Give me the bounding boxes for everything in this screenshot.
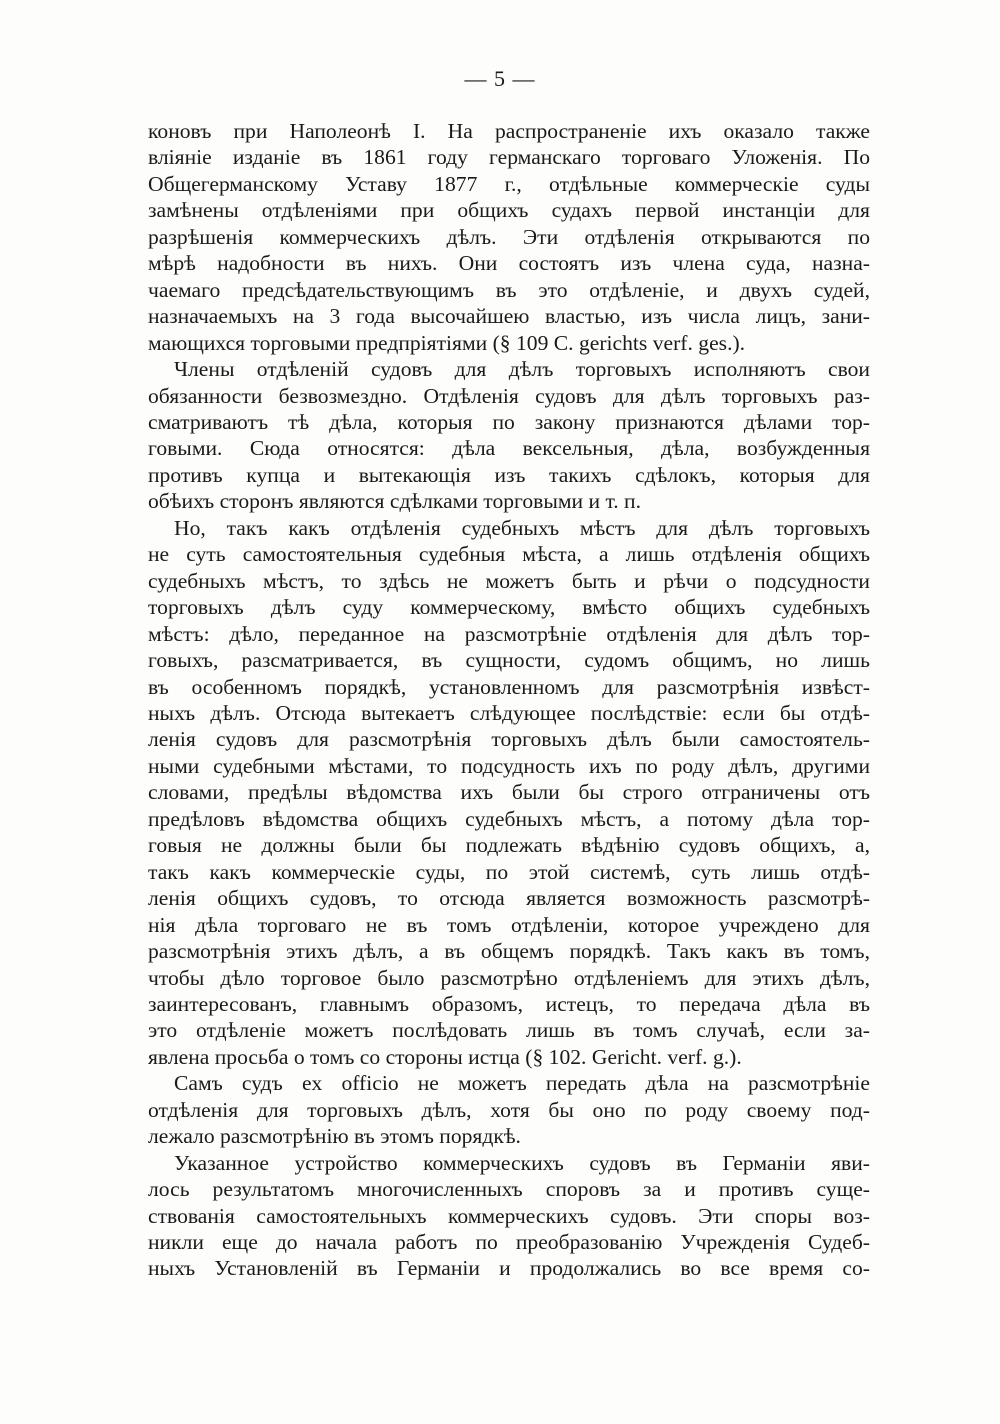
paragraph [148, 515, 870, 1071]
text-line: обѣихъ сторонъ являются сдѣлками торговыми и т. п. [148, 489, 642, 514]
text-line: ными судебными мѣстами, то подсудность ихъ по роду дѣлъ, другими [148, 753, 870, 778]
text-line: противъ купца и вытекающія изъ такихъ сдѣлокъ, которыя для [148, 462, 870, 487]
paragraph [148, 1070, 870, 1149]
text-line: разсмотрѣнія этихъ дѣлъ, а въ общемъ порядкѣ. Такъ какъ въ томъ, [148, 939, 870, 964]
text-line: мающихся торговыми предпріятіями (§ 109 С. gerichts verf. ges.). [148, 330, 746, 355]
text-line: ныхъ дѣлъ. Отсюда вытекаетъ слѣдующее послѣдствіе: если бы отдѣ- [148, 700, 870, 725]
text-line: замѣнены отдѣленіями при общихъ судахъ первой инстанціи для [148, 198, 870, 223]
text-line: отдѣленія для торговыхъ дѣлъ, хотя бы оно по роду своему под- [148, 1097, 870, 1122]
text-line: ленія судовъ для разсмотрѣнія торговыхъ дѣлъ были самостоятель- [148, 727, 870, 752]
text-line: лось результатомъ многочисленныхъ споровъ за и противъ суще- [148, 1177, 870, 1202]
text-line: Члены отдѣленій судовъ для дѣлъ торговыхъ исполняютъ свои [174, 357, 870, 382]
text-line: въ особенномъ порядкѣ, установленномъ для разсмотрѣнія извѣст- [148, 674, 870, 699]
text-line: Самъ судъ ex officio не можетъ передать дѣла на разсмотрѣніе [174, 1071, 870, 1096]
text-line: обязанности безвозмездно. Отдѣленія судовъ для дѣлъ торговыхъ раз- [148, 383, 870, 408]
text-line: разрѣшенія коммерческихъ дѣлъ. Эти отдѣленія открываются по [148, 224, 870, 249]
text-line: ленія общихъ судовъ, то отсюда является возможность разсмотрѣ- [148, 886, 870, 911]
text-line: это отдѣленіе можетъ послѣдовать лишь въ томъ случаѣ, если за- [148, 1018, 870, 1043]
text-line: предѣловъ вѣдомства общихъ судебныхъ мѣстъ, а потому дѣла тор- [148, 806, 870, 831]
text-line: мѣстъ: дѣло, переданное на разсмотрѣніе отдѣленія для дѣлъ тор- [148, 621, 870, 646]
paragraph [148, 1150, 870, 1282]
text-line: Указанное устройство коммерческихъ судовъ въ Германіи яви- [174, 1150, 870, 1175]
text-line: назначаемыхъ на 3 года высочайшею властью, изъ числа лицъ, зани- [148, 304, 870, 329]
text-line: коновъ при Наполеонѣ I. На распространеніе ихъ оказало также [148, 119, 870, 143]
text-line: не суть самостоятельныя судебныя мѣста, а лишь отдѣленія общихъ [148, 542, 870, 567]
text-line: ныхъ Установленій въ Германіи и продолжались во все время со- [148, 1256, 870, 1281]
text-line: судебныхъ мѣстъ, то здѣсь не можетъ быть и рѣчи о подсудности [148, 568, 870, 593]
text-line: ствованія самостоятельныхъ коммерческихъ судовъ. Эти споры воз- [148, 1203, 870, 1228]
text-line: Общегерманскому Уставу 1877 г., отдѣльные коммерческіе суды [148, 171, 870, 196]
text-line: лежало разсмотрѣнію въ этомъ порядкѣ. [148, 1124, 521, 1149]
paragraph [148, 356, 870, 515]
text-line: торговыхъ дѣлъ суду коммерческому, вмѣсто общихъ судебныхъ [148, 595, 870, 620]
body-text [148, 118, 870, 1282]
text-line: заинтересованъ, главнымъ образомъ, истецъ, то передача дѣла въ [148, 991, 870, 1016]
text-line: явлена просьба о томъ со стороны истца (§ 102. Gericht. verf. g.). [148, 1044, 742, 1069]
text-line: чтобы дѣло торговое было разсмотрѣно отдѣленіемъ для этихъ дѣлъ, [148, 965, 870, 990]
page-number: — 5 — [464, 66, 536, 91]
text-line: сматриваютъ тѣ дѣла, которыя по закону признаются дѣлами тор- [148, 409, 870, 434]
text-line: никли еще до начала работъ по преобразованію Учрежденія Судеб- [148, 1230, 870, 1255]
text-line: нія дѣла торговаго не въ томъ отдѣленіи, которое учреждено для [148, 912, 870, 937]
text-line: чаемаго предсѣдательствующимъ въ это отдѣленіе, и двухъ судей, [148, 277, 870, 302]
text-line: говыми. Сюда относятся: дѣла вексельныя, дѣла, возбужденныя [148, 436, 870, 461]
text-line: словами, предѣлы вѣдомства ихъ были бы строго отграничены отъ [148, 780, 870, 805]
text-line: вліяніе изданіе въ 1861 году германскаго торговаго Уложенія. По [148, 145, 870, 170]
text-line: мѣрѣ надобности въ нихъ. Они состоятъ изъ члена суда, назна- [148, 251, 870, 276]
text-line: такъ какъ коммерческіе суды, по этой системѣ, суть лишь отдѣ- [148, 859, 870, 884]
text-line: Но, такъ какъ отдѣленія судебныхъ мѣстъ для дѣлъ торговыхъ [174, 515, 870, 540]
text-line: говыя не должны были бы подлежать вѣдѣнію судовъ общихъ, а, [148, 833, 870, 858]
paragraph [148, 118, 870, 356]
text-line: говыхъ, разсматривается, въ сущности, судомъ общимъ, но лишь [148, 648, 870, 673]
